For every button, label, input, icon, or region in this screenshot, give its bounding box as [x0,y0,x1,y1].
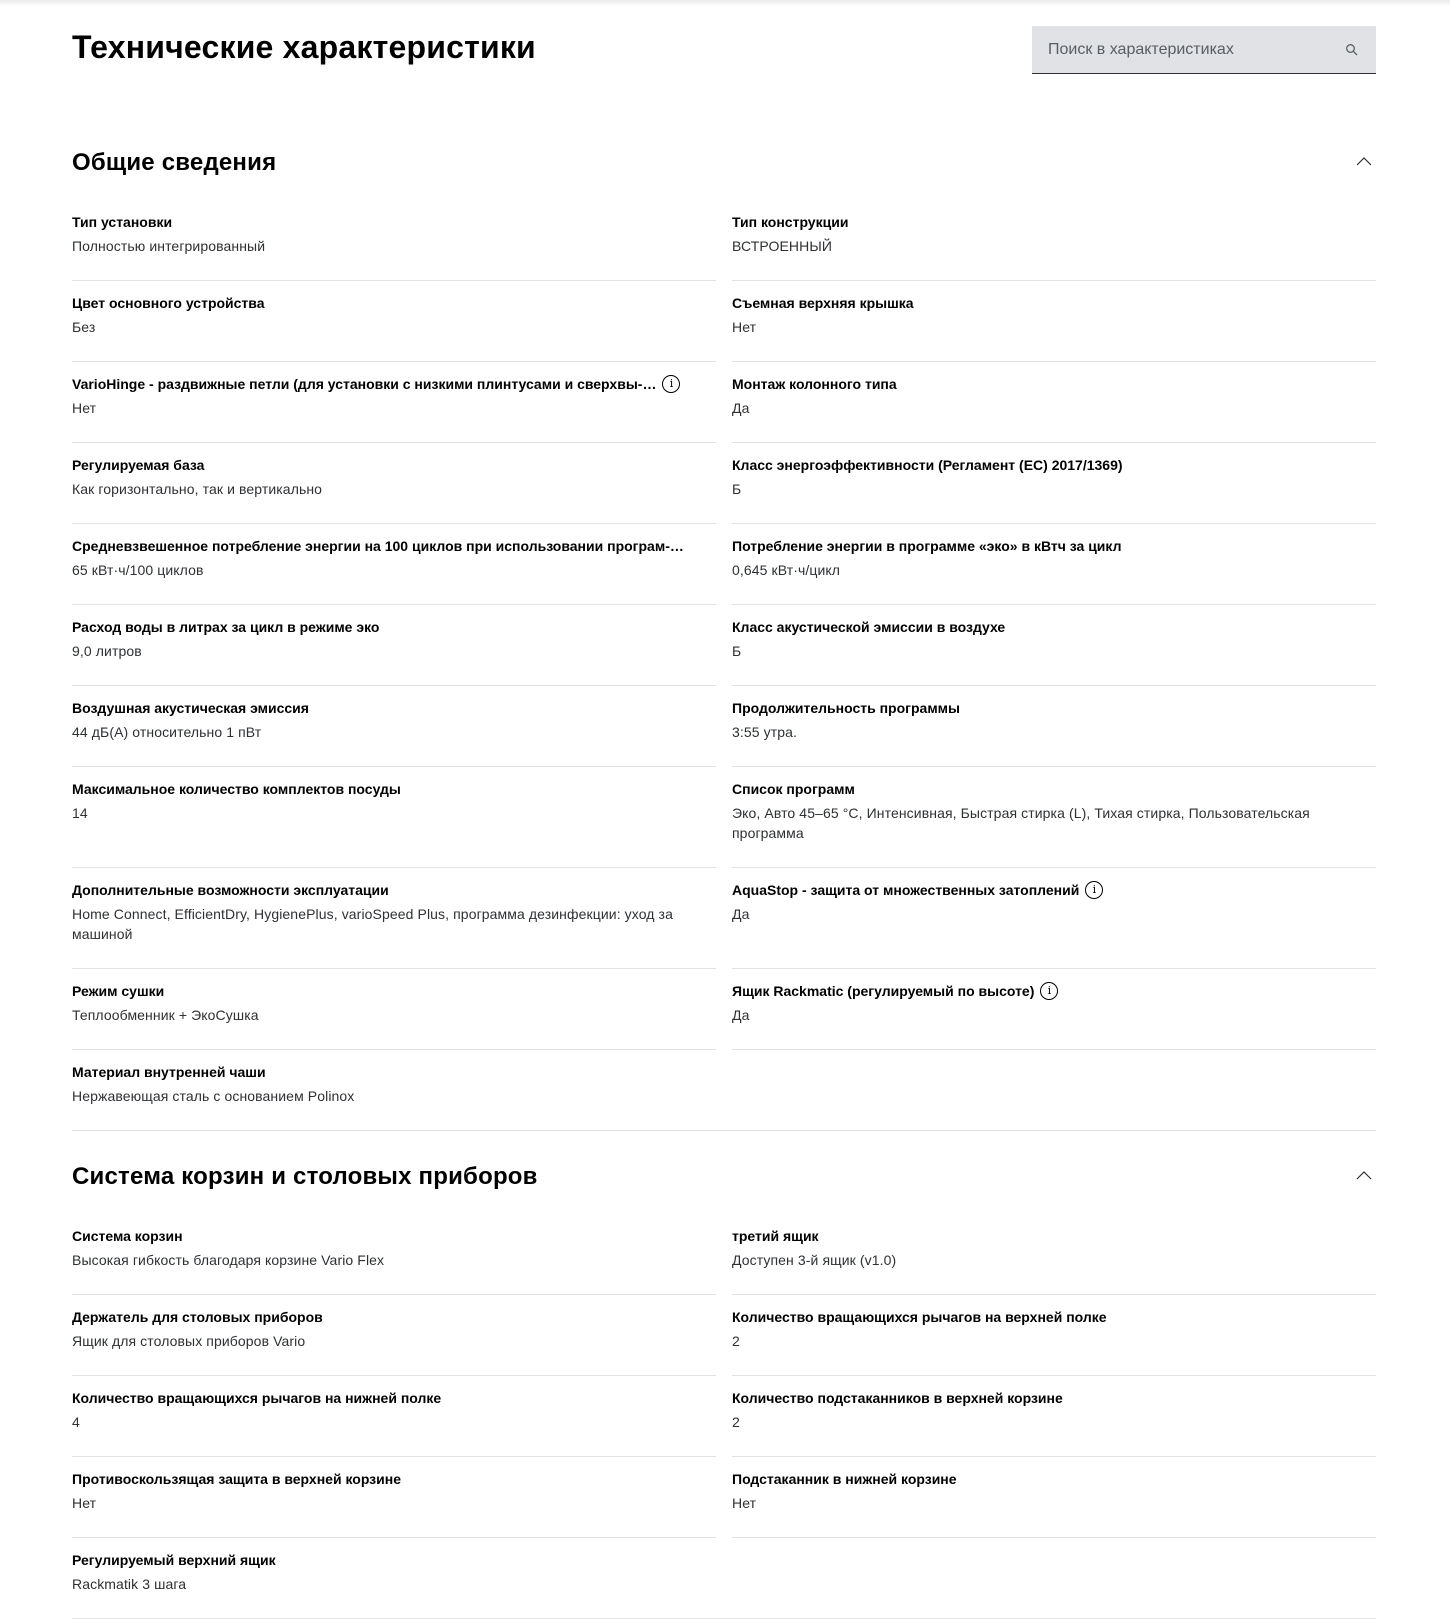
spec-label: Тип конструкции [732,214,849,230]
spec-value: Rackmatik 3 шага [72,1576,187,1592]
spec-item [72,1214,716,1295]
spec-label: Цвет основного устройства [72,295,265,311]
spec-label: Съемная верхняя крышка [732,295,914,311]
spec-label: Количество вращающихся рычагов на нижней полке [72,1390,442,1406]
spec-label: Держатель для столовых приборов [72,1309,323,1325]
spec-label: Класс энергоэффективности (Регламент (EС) 2017/1369) [732,457,1123,473]
spec-item [732,969,1376,1050]
spec-value: Доступен 3-й ящик (v1.0) [732,1252,897,1268]
spec-item [732,605,1376,686]
spec-label: Расход воды в литрах за цикл в режиме эко [72,619,380,635]
spec-value: Ящик для столовых приборов Vario [72,1333,306,1349]
spec-value: Полностью интегрированный [72,238,266,254]
spec-value: Б [732,643,742,659]
spec-value: Эко, Авто 45–65 °C, Интенсивная, Быстрая стирка (L), Тихая стирка, Пользовательская программа [732,805,1310,841]
spec-label: Регулируемая база [72,457,205,473]
section-title: Общие сведения [72,149,277,176]
spec-value: Home Connect, EfficientDry, HygienePlus, varioSpeed Plus, программа дезинфекции: уход за машиной [72,906,673,942]
spec-value: Нет [732,319,757,335]
spec-label: третий ящик [732,1228,819,1244]
spec-value: 2 [732,1414,740,1430]
spec-item [72,1295,716,1376]
section-header[interactable] [72,1118,1376,1214]
spec-label: Регулируемый верхний ящик [72,1552,276,1568]
spec-label: Противоскользящая защита в верхней корзине [72,1471,401,1487]
spec-value: Нет [72,400,97,416]
spec-label: Материал внутренней чаши [72,1064,266,1080]
chevron-up-icon[interactable] [1352,1168,1376,1182]
spec-item [72,362,716,443]
search-icon[interactable] [1345,43,1359,57]
info-icon[interactable]: i [1085,881,1103,899]
spec-value: Высокая гибкость благодаря корзине Vario Flex [72,1252,385,1268]
spec-item [72,686,716,767]
spec-value: Нет [732,1495,757,1511]
spec-label: Список программ [732,781,855,797]
spec-item [732,443,1376,524]
spec-item [72,524,716,605]
spec-value: Да [732,906,750,922]
spec-grid [72,200,1376,1130]
spec-item [72,969,716,1050]
spec-label: Система корзин [72,1228,183,1244]
spec-label: Ящик Rackmatic (регулируемый по высоте) i [732,981,1376,1001]
spec-item [72,767,716,868]
spec-label: Воздушная акустическая эмиссия [72,700,309,716]
spec-label: Потребление энергии в программе «эко» в кВтч за цикл [732,538,1122,554]
spec-value: 0,645 кВт·ч/цикл [732,562,841,578]
section-baskets [72,1118,1376,1619]
spec-label: Максимальное количество комплектов посуды [72,781,401,797]
spec-item [72,605,716,686]
spec-value: Как горизонтально, так и вертикально [72,481,323,497]
page-header [72,0,1376,104]
spec-value: 4 [72,1414,80,1430]
spec-item [72,443,716,524]
section-header[interactable] [72,104,1376,200]
spec-value: Теплообменник + ЭкоСушка [72,1007,259,1023]
section-title: Система корзин и столовых приборов [72,1163,538,1190]
spec-item [732,362,1376,443]
spec-label: AquaStop - защита от множественных затоплений i [732,880,1376,900]
spec-label: Тип установки [72,214,173,230]
spec-value: Б [732,481,742,497]
spec-label: Количество подстаканников в верхней корзине [732,1390,1063,1406]
spec-item [72,1457,716,1538]
spec-value: Нет [72,1495,97,1511]
spec-item [732,686,1376,767]
spec-value: 65 кВт·ч/100 циклов [72,562,204,578]
info-icon[interactable]: i [662,375,680,393]
spec-item-empty [732,1538,1376,1618]
spec-value: ВСТРОЕННЫЙ [732,238,833,254]
spec-item [732,1376,1376,1457]
spec-value: 44 дБ(A) относительно 1 пВт [72,724,262,740]
spec-item [72,1538,716,1618]
spec-item [72,200,716,281]
spec-item [732,1457,1376,1538]
section-general [72,104,1376,1131]
spec-grid [72,1214,1376,1618]
spec-item [732,524,1376,605]
spec-value: 9,0 литров [72,643,142,659]
spec-item [72,281,716,362]
spec-label: Монтаж колонного типа [732,376,897,392]
info-icon[interactable]: i [1040,982,1058,1000]
spec-label: Продолжительность программы [732,700,960,716]
spec-label: Класс акустической эмиссии в воздухе [732,619,1006,635]
search-input[interactable] [1032,27,1322,73]
spec-item [732,1295,1376,1376]
spec-value: Нержавеющая сталь с основанием Polinox [72,1088,355,1104]
spec-label: Количество вращающихся рычагов на верхней полке [732,1309,1107,1325]
spec-label: Средневзвешенное потребление энергии на 100 циклов при использовании програм-… [72,538,684,554]
spec-label: Дополнительные возможности эксплуатации [72,882,389,898]
spec-item [732,200,1376,281]
search-box[interactable] [1032,26,1376,74]
spec-label: Подстаканник в нижней корзине [732,1471,957,1487]
spec-item [732,868,1376,969]
spec-item [72,1376,716,1457]
spec-item [732,767,1376,868]
chevron-up-icon[interactable] [1352,154,1376,168]
spec-item [732,1214,1376,1295]
spec-value: 14 [72,805,88,821]
spec-label: Режим сушки [72,983,165,999]
spec-value: Без [72,319,96,335]
spec-value: 2 [732,1333,740,1349]
page-title: Технические характеристики [72,29,536,65]
spec-value: 3:55 утра. [732,724,798,740]
spec-value: Да [732,400,750,416]
spec-item [72,868,716,969]
spec-label: VarioHinge - раздвижные петли (для установки с низкими плинтусами и сверхвы-… i [72,374,716,394]
specs-container [72,0,1376,1619]
spec-item [732,281,1376,362]
spec-value: Да [732,1007,750,1023]
